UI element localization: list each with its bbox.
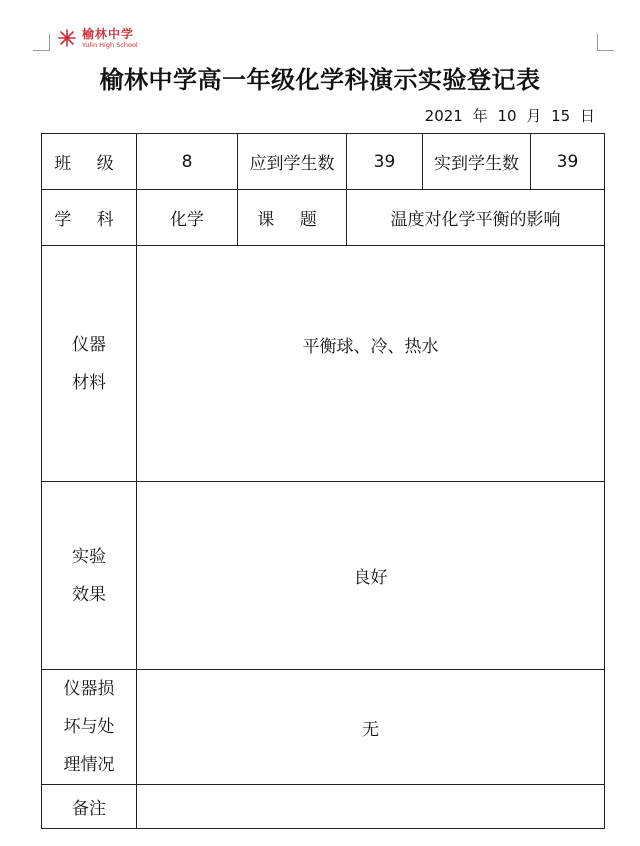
date-day-unit: 日 [579,107,595,125]
school-emblem-icon [56,27,78,49]
date-day: 15 [551,107,571,125]
record-date [425,105,595,126]
page-corner-mark-top-left [33,34,50,51]
table-row [42,246,605,482]
actual-students-value: 39 [531,134,605,190]
table-row [42,670,605,785]
effect-value: 良好 [137,482,605,670]
school-name-cn: 榆林中学 [82,26,135,41]
table-row [42,190,605,246]
damage-label-line: 理情况 [63,755,115,775]
experiment-register-table [41,133,605,829]
date-month-unit: 月 [526,107,542,125]
table-row [42,785,605,829]
date-year-unit: 年 [472,107,488,125]
expected-students-label: 应到学生数 [238,134,347,190]
class-label: 班 级 [42,134,137,190]
subject-value: 化学 [137,190,238,246]
school-name-en: Yulin High School [82,40,138,49]
topic-label: 课 题 [238,190,347,246]
class-value: 8 [137,134,238,190]
materials-label-line: 仪器 [72,334,106,355]
expected-students-value: 39 [347,134,423,190]
topic-value: 温度对化学平衡的影响 [347,190,605,246]
materials-value [137,246,605,482]
damage-label [42,670,137,785]
damage-label-line: 坏与处 [63,717,115,737]
school-logo [56,25,138,51]
table-row [42,482,605,670]
remarks-label: 备注 [42,785,137,829]
effect-label-line: 效果 [72,584,106,605]
date-month: 10 [497,107,517,125]
document-title: 榆林中学高一年级化学科演示实验登记表 [99,66,541,94]
actual-students-label: 实到学生数 [423,134,531,190]
page-corner-mark-top-right [597,34,614,51]
effect-label [42,482,137,670]
damage-label-line: 仪器损 [63,679,115,699]
date-year: 2021 [424,107,463,125]
materials-label-line: 材料 [72,372,106,393]
remarks-value [137,785,605,829]
effect-label-line: 实验 [72,546,106,567]
damage-value: 无 [137,670,605,785]
subject-label: 学 科 [42,190,137,246]
materials-label [42,246,137,482]
table-row [42,134,605,190]
materials-value-text: 平衡球、冷、热水 [302,337,439,357]
